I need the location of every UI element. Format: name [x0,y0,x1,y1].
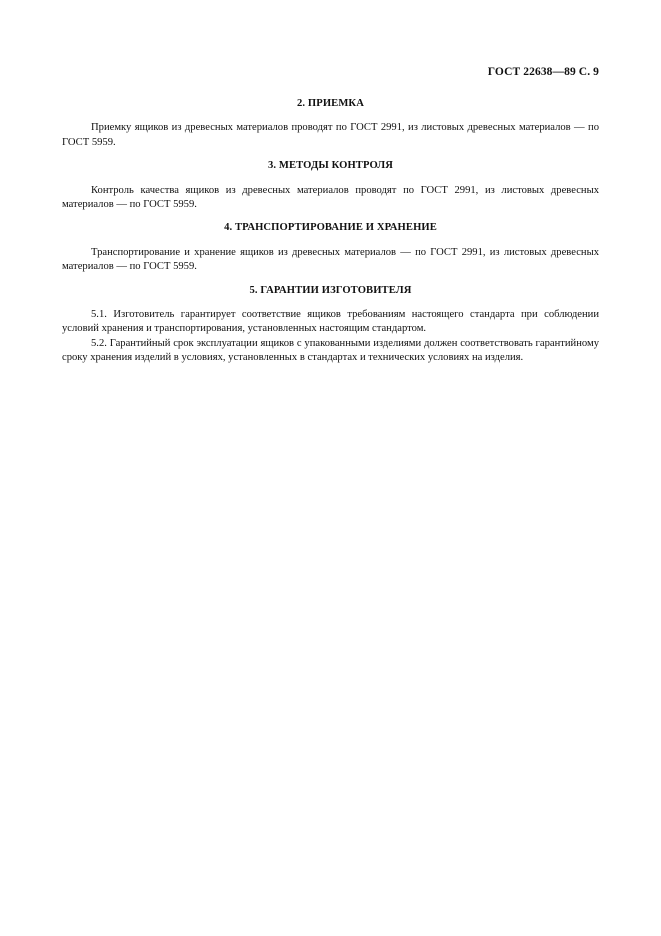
section-heading: 2. ПРИЕМКА [297,98,364,109]
section-acceptance [62,97,599,150]
paragraph: Приемку ящиков из древесных материалов проводят по ГОСТ 2991, из листовых древесных материалов — по ГОСТ 5959. [62,122,599,148]
paragraph: 5.2. Гарантийный срок эксплуатации ящиков с упакованными изделиями должен соответствовать гарантийному сроку хранения изделий в условиях, установленных в стандартах и технических условиях на изделия. [62,337,599,364]
paragraph: Контроль качества ящиков из древесных материалов проводят по ГОСТ 2991, из листовых древесных материалов — по ГОСТ 5959. [62,184,599,211]
section-heading: 5. ГАРАНТИИ ИЗГОТОВИТЕЛЯ [249,284,412,296]
paragraph: 5.1. Изготовитель гарантирует соответствие ящиков требованиям настоящего стандарта при соблюдении условий хранения и транспортирования, установленных настоящим стандартом. [62,309,599,335]
document-body [62,97,599,375]
section-transport-storage [62,221,599,274]
section-heading: 3. МЕТОДЫ КОНТРОЛЯ [267,160,394,172]
section-control-methods [62,159,599,212]
page-header-doc-ref: ГОСТ 22638—89 С. 9 [487,66,599,78]
paragraph: Транспортирование и хранение ящиков из древесных материалов — по ГОСТ 2991, из листовых древесных материалов — по ГОСТ 5959. [62,246,599,273]
section-heading: 4. ТРАНСПОРТИРОВАНИЕ И ХРАНЕНИЕ [224,222,437,234]
section-manufacturer-warranty [62,284,599,366]
